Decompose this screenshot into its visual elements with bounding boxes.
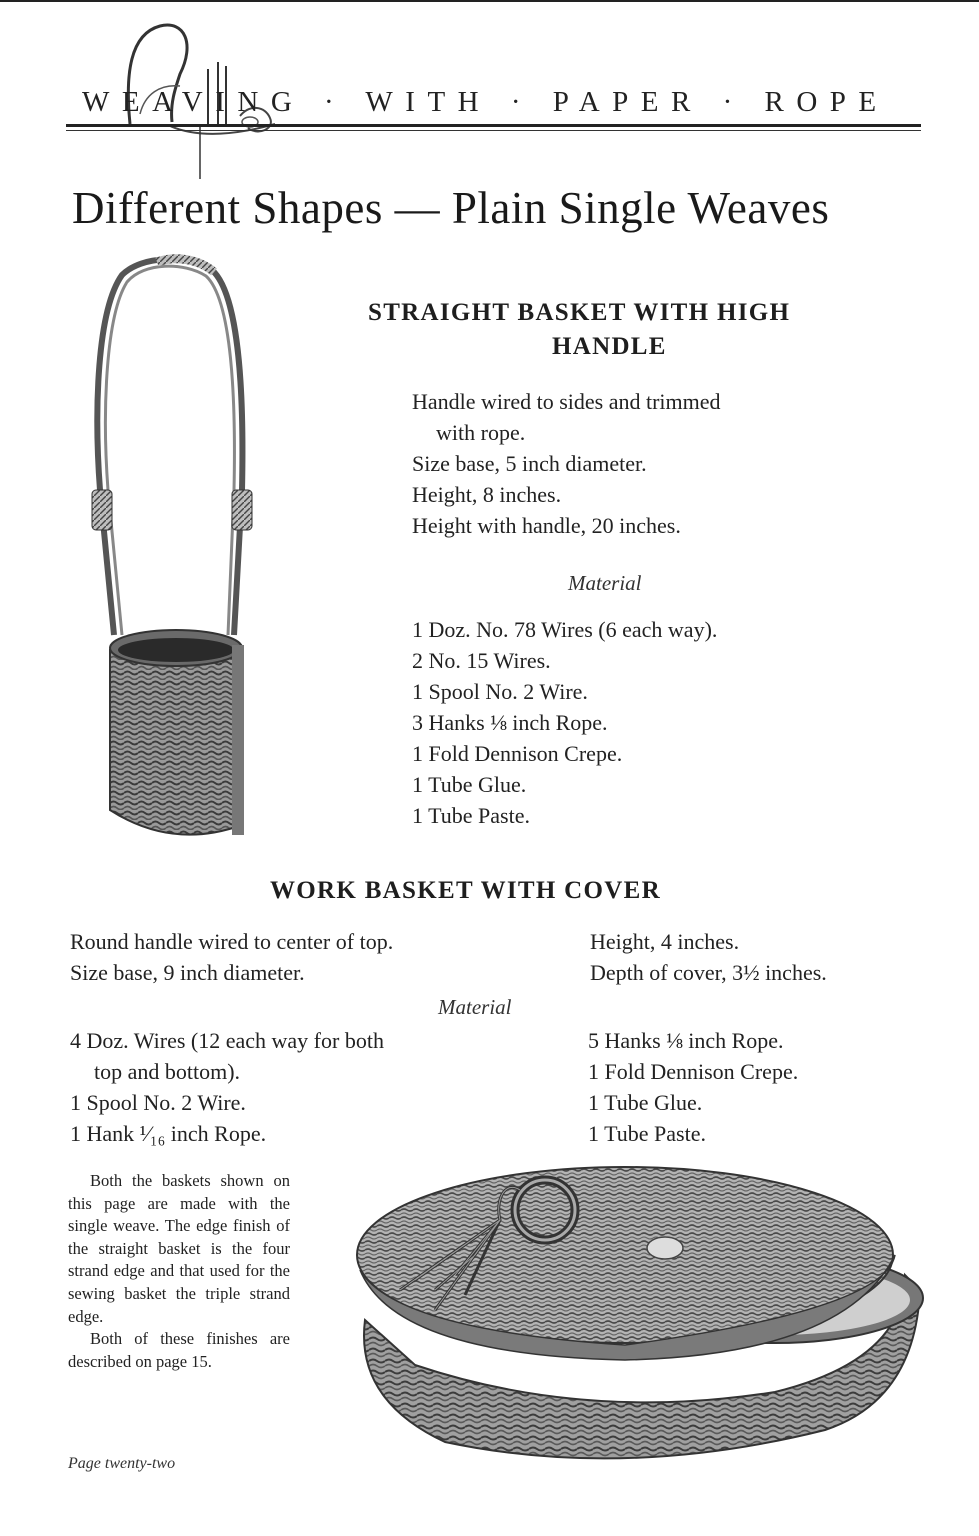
caption-block (68, 1170, 290, 1373)
straight-basket-description (412, 386, 721, 541)
description-line: Size base, 5 inch diameter. (412, 451, 647, 476)
straight-basket-title-line1: STRAIGHT BASKET WITH HIGH (368, 299, 791, 326)
straight-basket-title (330, 296, 979, 364)
caption-paragraph-1: Both the baskets shown on this page are made with the single weave. The edge finish of the straight basket is the four strand edge and that used for the sewing basket the triple strand edge. (68, 1171, 290, 1326)
work-basket-materials-left (70, 1025, 384, 1149)
top-border (0, 0, 979, 2)
header-rule-thin (66, 130, 921, 131)
material-item: 1 Tube Glue. (412, 772, 527, 797)
material-item: top and bottom). (94, 1059, 241, 1084)
material-item: 4 Doz. Wires (12 each way for both (70, 1028, 384, 1053)
work-basket-materials-right (588, 1025, 798, 1149)
work-basket-title: WORK BASKET WITH COVER (270, 877, 661, 904)
material-item: 5 Hanks ⅛ inch Rope. (588, 1028, 784, 1053)
material-item: 1 Tube Paste. (588, 1121, 706, 1146)
material-item: 1 Spool No. 2 Wire. (412, 679, 588, 704)
material-item: 1 Hank ¹⁄₁₆ inch Rope. (70, 1121, 267, 1146)
material-item: 1 Fold Dennison Crepe. (412, 741, 623, 766)
description-line: Round handle wired to center of top. (70, 929, 394, 954)
description-line: Handle wired to sides and trimmed (412, 389, 721, 414)
page-title: Different Shapes — Plain Single Weaves (72, 183, 830, 233)
material-item: 1 Fold Dennison Crepe. (588, 1059, 799, 1084)
caption-paragraph-2: Both of these finishes are described on page 15. (68, 1329, 290, 1371)
material-item: 1 Tube Glue. (588, 1090, 703, 1115)
description-line: with rope. (436, 420, 526, 445)
work-basket-illustration (305, 1160, 930, 1470)
description-line: Height with handle, 20 inches. (412, 513, 681, 538)
material-item: 1 Doz. No. 78 Wires (6 each way). (412, 617, 718, 642)
header-rule (66, 124, 921, 127)
material-item: 2 No. 15 Wires. (412, 648, 551, 673)
straight-basket-title-line2: HANDLE (552, 333, 667, 360)
material-item: 1 Spool No. 2 Wire. (70, 1090, 246, 1115)
work-basket-right-description (590, 926, 827, 988)
description-line: Depth of cover, 3½ inches. (590, 960, 827, 985)
material-item: 1 Tube Paste. (412, 803, 530, 828)
page-number: Page twenty-two (68, 1455, 176, 1472)
straight-basket-illustration (82, 250, 272, 850)
straight-basket-material-heading: Material (568, 571, 642, 595)
straight-basket-materials (412, 614, 717, 831)
work-basket-left-description (70, 926, 393, 988)
description-line: Size base, 9 inch diameter. (70, 960, 305, 985)
description-line: Height, 4 inches. (590, 929, 740, 954)
description-line: Height, 8 inches. (412, 482, 562, 507)
work-basket-material-heading: Material (438, 995, 512, 1019)
material-item: 3 Hanks ⅛ inch Rope. (412, 710, 608, 735)
running-header: WEAVING · WITH · PAPER · ROPE (82, 86, 889, 118)
